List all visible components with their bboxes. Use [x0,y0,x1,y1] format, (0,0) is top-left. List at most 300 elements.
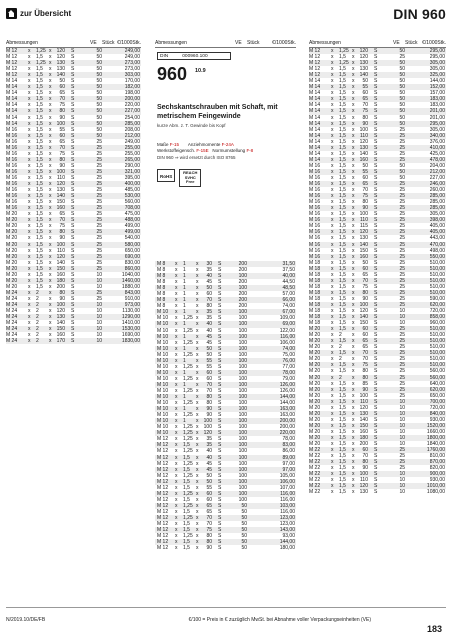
cell-sep: x [352,84,355,91]
cell-stock-code: S [218,285,222,292]
cell-stock-code: S [218,412,222,419]
cell-stock-code: S [218,539,222,546]
cell-price: 255,00 [124,144,140,151]
cell-sep: x [352,265,355,272]
cell-sep: x [331,392,334,399]
cell-length: 75 [362,193,368,200]
ref-link[interactable]: F-8 [246,148,254,153]
cell-ve: 25 [399,386,405,393]
cell-thread: M 14 [6,84,18,91]
cell-stock-code: S [71,162,75,169]
cell-stock-code: S [71,265,75,272]
cell-ve: 100 [238,369,247,376]
din-number: 960 [157,64,188,84]
cell-sep: x [352,211,355,218]
cell-ve: 100 [238,484,247,491]
cell-thread: M 14 [309,132,321,139]
cell-price: 212,00 [124,132,140,139]
cell-ve: 25 [96,265,102,272]
cell-sep: x [175,339,178,346]
cell-sep: x [331,229,334,236]
cell-thread: M 24 [6,320,18,327]
cell-length: 50 [59,78,65,85]
cell-thread: M 20 [309,386,321,393]
cell-length: 160 [359,156,368,163]
cell-thread: M 10 [157,369,169,376]
price-column-3 [309,39,446,545]
cell-thread: M 12 [157,533,169,540]
cell-price: 858,00 [429,314,445,321]
cell-sep: x [196,472,199,479]
cell-stock-code: S [374,289,378,296]
cell-length: 130 [359,489,368,496]
ref-link[interactable]: F-24A [221,142,234,147]
cell-stock-code: S [218,406,222,413]
cell-sep: x [331,483,334,490]
cell-sep: x [331,114,334,121]
cell-sep: x [352,60,355,67]
cross-references [157,142,297,154]
cell-ve: 25 [399,344,405,351]
cell-thread: M 20 [309,326,321,333]
cell-thread: M 8 [157,285,166,292]
cell-sep: x [352,489,355,496]
cell-price: 144,00 [429,78,445,85]
cell-length: 65 [59,90,65,97]
cell-stock-code: S [71,108,75,115]
header-ve: VE [235,40,242,46]
cell-thread: M 20 [309,362,321,369]
cell-length: 65 [59,138,65,145]
cell-pitch: 1,5 [339,144,346,151]
cell-pitch: 1,25 [183,351,193,358]
cell-ve: 50 [399,72,405,79]
cell-stock-code: S [374,162,378,169]
cell-price: 550,00 [429,253,445,260]
cell-sep: x [28,48,31,54]
cell-stock-code: S [71,283,75,290]
cell-thread: M 22 [309,477,321,484]
price-column-1 [6,39,141,545]
cell-ve: 100 [238,387,247,394]
cell-sep: x [175,381,178,388]
cell-stock-code: S [218,369,222,376]
table-row [6,338,141,344]
cell-sep: x [28,301,31,308]
cell-ve: 50 [96,48,102,54]
cell-length: 90 [206,406,212,413]
cell-sep: x [352,223,355,230]
cell-stock-code: S [218,309,222,316]
cell-thread: M 20 [6,277,18,284]
cell-stock-code: S [374,441,378,448]
cell-price: 499,00 [124,223,140,230]
cell-stock-code: S [218,545,222,552]
cell-pitch: 2 [36,320,39,327]
cell-thread: M 14 [309,108,321,115]
cell-sep: x [331,193,334,200]
cell-price: 200,00 [279,424,295,431]
cell-stock-code: S [71,156,75,163]
cell-sep: x [331,271,334,278]
cell-thread: M 16 [309,223,321,230]
cell-ve: 100 [238,394,247,401]
cell-length: 75 [206,527,212,534]
cell-stock-code: S [374,48,378,54]
cell-length: 70 [59,96,65,103]
cell-sep: x [331,404,334,411]
cell-pitch: 1,5 [339,453,346,460]
column-header [155,39,296,48]
cell-sep: x [331,356,334,363]
cell-ve: 100 [238,460,247,467]
cell-length: 60 [206,375,212,382]
cell-thread: M 12 [6,54,18,61]
cell-thread: M 14 [309,114,321,121]
cell-sep: x [49,108,52,115]
cell-ve: 100 [238,424,247,431]
cell-sep: x [28,205,31,212]
cell-ve: 25 [96,241,102,248]
cell-length: 140 [56,320,65,327]
cell-stock-code: S [71,193,75,200]
cell-sep: x [175,514,178,521]
cell-sep: x [352,314,355,321]
cell-thread: M 24 [6,332,18,339]
cell-thread: M 12 [157,521,169,528]
cell-stock-code: S [218,478,222,485]
cell-sep: x [196,333,199,340]
cell-stock-code: S [374,435,378,441]
cell-stock-code: S [218,345,222,352]
cell-stock-code: S [218,291,222,298]
cell-length: 60 [206,291,212,298]
cell-length: 80 [362,114,368,121]
cell-sep: x [331,447,334,454]
cell-sep: x [28,199,31,206]
cell-sep: x [352,428,355,435]
cell-sep: x [175,394,178,401]
ref-link[interactable]: F-15 [169,142,180,147]
cell-length: 40 [206,327,212,334]
cell-ve: 25 [399,259,405,266]
cell-ve: 25 [399,199,405,206]
cell-thread: M 12 [157,514,169,521]
cell-length: 75 [362,108,368,115]
cell-pitch: 1,5 [36,108,43,115]
cell-sep: x [331,338,334,345]
cell-thread: M 16 [309,193,321,200]
cell-ve: 25 [399,332,405,339]
cell-stock-code: S [71,259,75,266]
cell-length: 70 [206,387,212,394]
cell-price: 860,00 [124,265,140,272]
cell-ve: 100 [238,345,247,352]
cell-sep: x [28,332,31,339]
cell-thread: M 10 [157,400,169,407]
cell-sep: x [49,60,52,67]
cell-stock-code: S [218,351,222,358]
cell-sep: x [352,205,355,212]
cell-pitch: 1 [183,297,186,304]
cell-sep: x [28,126,31,133]
cell-length: 130 [359,235,368,242]
cell-sep: x [175,297,178,304]
cell-length: 150 [56,265,65,272]
cell-sep: x [49,78,52,85]
cell-length: 200 [56,283,65,290]
cell-pitch: 1,5 [339,72,346,79]
cell-sep: x [331,199,334,206]
cell-ve: 50 [399,114,405,121]
cell-price: 620,00 [429,386,445,393]
cell-ve: 25 [96,174,102,181]
cell-price: 321,00 [124,168,140,175]
cell-thread: M 12 [157,490,169,497]
cell-thread: M 16 [309,211,321,218]
cell-ve: 25 [96,247,102,254]
cell-length: 55 [362,168,368,175]
cell-price: 1410,00 [121,320,140,327]
cell-price: 74,00 [282,303,295,310]
cell-length: 75 [59,223,65,230]
cell-pitch: 1,25 [183,430,193,437]
cell-thread: M 16 [6,193,18,200]
cell-ve: 200 [238,303,247,310]
cell-price: 1840,00 [426,441,445,448]
cell-price: 510,00 [429,362,445,369]
cell-thread: M 12 [157,478,169,485]
cell-price: 640,00 [429,380,445,387]
cell-stock-code: S [71,181,75,188]
cell-sep: x [331,187,334,194]
cell-stock-code: S [71,132,75,139]
cell-sep: x [331,489,334,496]
cell-stock-code: S [218,436,222,443]
cell-length: 110 [360,132,368,139]
cell-thread: M 16 [309,235,321,242]
cell-ve: 10 [96,326,102,333]
cell-thread: M 10 [157,375,169,382]
cell-thread: M 18 [309,308,321,315]
cell-sep: x [331,320,334,327]
cell-price: 220,00 [124,102,140,109]
cell-price: 249,00 [124,138,140,145]
cell-sep: x [331,205,334,212]
cell-thread: M 22 [309,489,321,496]
cell-price: 220,00 [279,430,295,437]
cell-pitch: 1,5 [36,199,43,206]
cell-stock-code: S [374,259,378,266]
cell-price: 126,00 [279,387,295,394]
cell-length: 100 [359,211,368,218]
back-to-overview-link[interactable] [6,8,71,19]
cell-length: 60 [362,326,368,333]
cell-pitch: 1,5 [339,489,346,496]
cell-pitch: 1,5 [36,66,43,73]
cell-stock-code: S [374,404,378,411]
cell-thread: M 18 [309,265,321,272]
cell-length: 65 [206,508,212,515]
cell-price: 1690,00 [121,332,140,339]
cell-price: 405,00 [429,223,445,230]
cell-pitch: 1,5 [36,150,43,157]
cell-pitch: 1,5 [36,102,43,109]
cell-thread: M 22 [309,459,321,466]
cell-sep: x [196,267,199,274]
cell-sep: x [352,174,355,181]
cell-stock-code: S [71,114,75,121]
cell-pitch: 1,5 [339,223,346,230]
cell-pitch: 1,5 [339,308,346,315]
cell-sep: x [175,527,178,534]
cell-ve: 50 [399,96,405,103]
cell-length: 90 [206,545,212,552]
cell-sep: x [196,466,199,473]
cell-length: 70 [206,381,212,388]
cell-length: 40 [206,321,212,328]
cell-thread: M 14 [309,96,321,103]
cell-pitch: 1,5 [36,114,43,121]
cell-price: 122,00 [279,327,295,334]
cell-thread: M 24 [6,289,18,296]
cell-ve: 25 [399,187,405,194]
cell-length: 100 [359,471,368,478]
cell-thread: M 20 [309,338,321,345]
cell-ve: 25 [96,205,102,212]
cell-sep: x [49,326,52,333]
cell-length: 85 [362,380,368,387]
cell-ve: 50 [96,54,102,61]
cell-thread: M 16 [6,187,18,194]
cell-length: 60 [206,490,212,497]
cell-sep: x [331,120,334,127]
header-ve: VE [90,40,97,46]
cell-length: 160 [359,428,368,435]
cell-sep: x [175,533,178,540]
cell-sep: x [49,229,52,236]
cell-ve: 50 [399,84,405,91]
cell-sep: x [175,279,178,286]
cell-thread: M 20 [6,217,18,224]
cell-pitch: 1,5 [183,466,190,473]
cell-stock-code: S [374,114,378,121]
cell-sep: x [28,283,31,290]
cell-pitch: 1,5 [339,205,346,212]
cell-thread: M 24 [6,301,18,308]
ref-link[interactable]: F-15E [196,148,209,153]
cell-ve: 100 [238,315,247,322]
cell-stock-code: S [218,315,222,322]
cell-sep: x [49,247,52,254]
cell-ve: 25 [399,126,405,133]
cell-thread: M 10 [157,418,169,425]
cell-ve: 100 [238,454,247,461]
cell-price: 75,00 [282,351,295,358]
cell-price: 1520,00 [426,422,445,429]
cell-ve: 50 [399,48,405,54]
cell-sep: x [175,490,178,497]
table-row [155,545,296,551]
cell-sep: x [331,132,334,139]
cell-ve: 50 [399,78,405,85]
cell-sep: x [331,308,334,315]
cell-length: 80 [59,289,65,296]
cell-sep: x [331,96,334,103]
cell-sep: x [331,48,334,54]
cell-sep: x [331,410,334,417]
cell-sep: x [196,454,199,461]
cell-sep: x [175,375,178,382]
cell-thread: M 12 [6,72,18,79]
cell-sep: x [49,295,52,302]
cell-price: 260,00 [429,187,445,194]
cell-sep: x [196,309,199,316]
cell-thread: M 16 [309,253,321,260]
cell-sep: x [175,303,178,310]
cell-sep: x [331,66,334,73]
cell-sep: x [28,162,31,169]
cell-pitch: 1,5 [339,108,346,115]
cell-sep: x [196,490,199,497]
cell-pitch: 1,5 [183,478,190,485]
cell-pitch: 1 [183,291,186,298]
cell-length: 35 [206,442,212,449]
cell-sep: x [28,211,31,218]
cell-thread: M 18 [309,314,321,321]
cell-stock-code: S [374,156,378,163]
cell-thread: M 10 [157,381,169,388]
cell-price: 144,00 [279,400,295,407]
cell-ve: 10 [399,308,405,315]
cell-price: 246,00 [429,181,445,188]
cell-stock-code: S [218,472,222,479]
cell-stock-code: S [374,199,378,206]
cell-sep: x [175,363,178,370]
cell-stock-code: S [374,72,378,79]
cell-length: 140 [56,193,65,200]
cell-pitch: 1,25 [339,48,349,54]
cell-ve: 100 [238,321,247,328]
cell-thread: M 10 [157,406,169,413]
cell-sep: x [49,277,52,284]
cell-price: 720,00 [429,308,445,315]
cell-sep: x [175,267,178,274]
cell-stock-code: S [218,514,222,521]
cell-thread: M 14 [6,96,18,103]
cell-pitch: 1,5 [339,428,346,435]
cell-sep: x [352,320,355,327]
cell-price: 1040,00 [121,271,140,278]
cell-thread: M 14 [309,156,321,163]
cell-sep: x [28,308,31,315]
cell-ve: 100 [238,273,247,280]
cell-pitch: 1,5 [36,174,43,181]
cell-length: 170 [56,338,65,345]
cell-ve: 50 [241,527,247,534]
cell-price: 265,00 [124,156,140,163]
cell-price: 254,00 [124,114,140,121]
cell-ve: 100 [238,412,247,419]
iso-replacement-note: DIN 960 ⇒ wird ersetzt durch ISO 8765 [157,155,236,160]
cell-ve: 25 [96,253,102,260]
cell-ve: 200 [238,297,247,304]
cell-thread: M 16 [309,217,321,224]
cell-sep: x [352,126,355,133]
cell-stock-code: S [71,168,75,175]
cell-price: 183,00 [429,96,445,103]
cell-sep: x [49,162,52,169]
